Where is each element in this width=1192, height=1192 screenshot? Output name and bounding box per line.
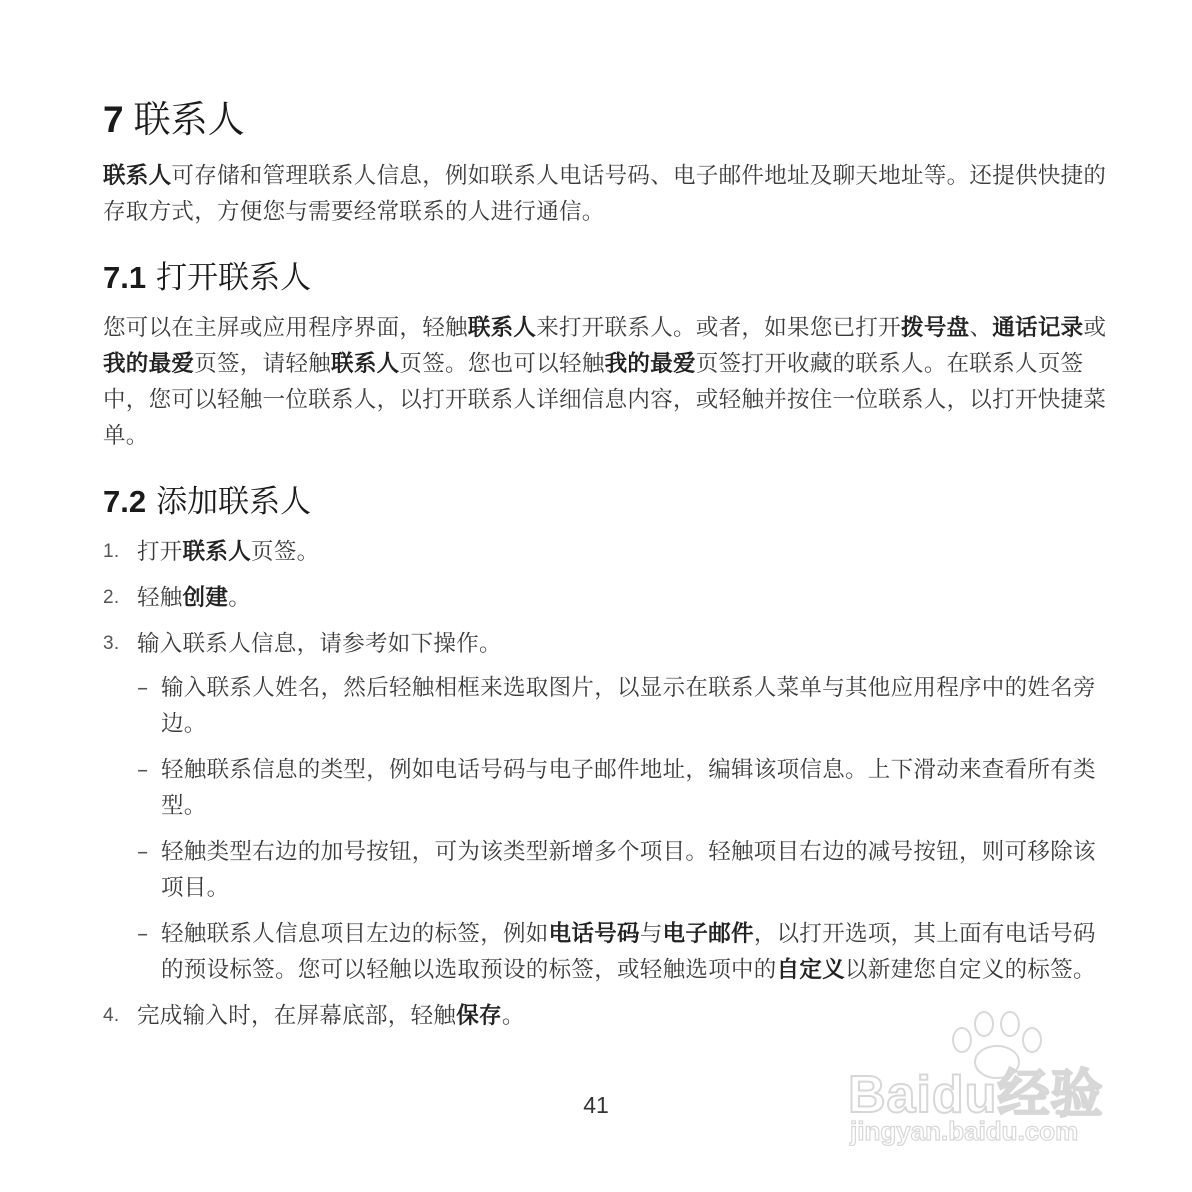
para-bold: 通话记录: [992, 315, 1084, 341]
page-number: 41: [583, 1092, 609, 1118]
step-text: 打开: [137, 539, 183, 565]
document-page: [103, 96, 1113, 1044]
watermark-logo: Baidu经验: [848, 1066, 1104, 1124]
para-text: 页签打开收藏的联系人。在联系人页签中，您可以轻触一位联系人，以打开联系人详细信息内容，或轻触并按住一位联系人，以打开快捷菜单。: [103, 351, 1107, 449]
section-7-1-paragraph: [103, 310, 1113, 454]
step-text: 。: [501, 1003, 525, 1029]
para-text: 页签，请轻触: [194, 351, 332, 377]
sub-text: 以新建您自定义的标签。: [845, 957, 1096, 983]
section-7-1-title: 打开联系人: [156, 260, 312, 295]
chapter-heading: [103, 96, 1113, 144]
sub-item: [137, 670, 1113, 742]
sub-text: 轻触联系信息的类型，例如电话号码与电子邮件地址，编辑该项信息。上下滑动来查看所有类型。: [161, 757, 1096, 819]
steps-list: [103, 534, 1113, 1034]
step-item: [103, 534, 1113, 570]
para-text: 、: [969, 315, 993, 341]
sub-list: [137, 670, 1113, 988]
step-bold: 创建: [182, 585, 229, 611]
step-text: 页签。: [251, 539, 320, 565]
watermark-url: jingyan.baidu.com: [850, 1116, 1079, 1146]
step-number: 3.: [103, 633, 120, 654]
sub-text: ，以打开选项，其上面有电话号码的预设标签。您可以轻触以选取预设的标签，或轻触选项中的: [161, 921, 1096, 983]
section-7-1-number: 7.1: [103, 260, 147, 295]
step-number: 1.: [103, 541, 120, 562]
sub-text: 轻触联系人信息项目左边的标签，例如: [161, 921, 549, 947]
dash-bullet: –: [137, 675, 149, 701]
baidu-watermark: [840, 1010, 1130, 1160]
para-text: 或: [1083, 315, 1107, 341]
intro-text: 可存储和管理联系人信息，例如联系人电话号码、电子邮件地址及聊天地址等。还提供快捷的存取方式，方便您与需要经常联系的人进行通信。: [103, 163, 1107, 225]
para-bold: 我的最爱: [604, 351, 696, 377]
sub-bold: 电话号码: [548, 921, 640, 947]
step-bold: 联系人: [182, 539, 252, 565]
section-7-2-title: 添加联系人: [156, 484, 312, 519]
step-item: [103, 580, 1113, 616]
sub-text: 输入联系人姓名，然后轻触相框来选取图片，以显示在联系人菜单与其他应用程序中的姓名旁边。: [161, 675, 1096, 737]
para-bold: 联系人: [331, 351, 400, 377]
sub-item: [137, 916, 1113, 988]
sub-bold: 电子邮件: [662, 921, 754, 947]
step-number: 2.: [103, 587, 120, 608]
step-number: 4.: [103, 1005, 120, 1026]
section-7-1-heading: [103, 258, 1113, 298]
para-text: 来打开联系人。或者，如果您已打开: [536, 315, 902, 341]
step-text: 输入联系人信息，请参考如下操作。: [137, 631, 502, 657]
dash-bullet: –: [137, 839, 149, 865]
chapter-intro: [103, 158, 1113, 230]
sub-text: 与: [639, 921, 663, 947]
chapter-title: 联系人: [133, 99, 245, 140]
section-7-2-number: 7.2: [103, 484, 147, 519]
dash-bullet: –: [137, 757, 149, 783]
para-text: 您可以在主屏或应用程序界面，轻触: [103, 315, 468, 341]
step-bold: 保存: [456, 1003, 502, 1029]
para-bold: 联系人: [467, 315, 537, 341]
section-7-2-heading: [103, 482, 1113, 522]
step-text: 。: [228, 585, 252, 611]
step-text: 完成输入时，在屏幕底部，轻触: [137, 1003, 457, 1029]
sub-item: [137, 834, 1113, 906]
sub-item: [137, 752, 1113, 824]
chapter-number: 7: [103, 99, 124, 140]
para-bold: 拨号盘: [901, 315, 970, 341]
step-item: [103, 626, 1113, 988]
sub-text: 轻触类型右边的加号按钮，可为该类型新增多个项目。轻触项目右边的减号按钮，则可移除该项目。: [161, 839, 1096, 901]
intro-bold: 联系人: [103, 163, 172, 189]
step-text: 轻触: [137, 585, 183, 611]
sub-bold: 自定义: [776, 957, 846, 983]
para-text: 页签。您也可以轻触: [399, 351, 605, 377]
para-bold: 我的最爱: [103, 351, 195, 377]
dash-bullet: –: [137, 921, 149, 947]
